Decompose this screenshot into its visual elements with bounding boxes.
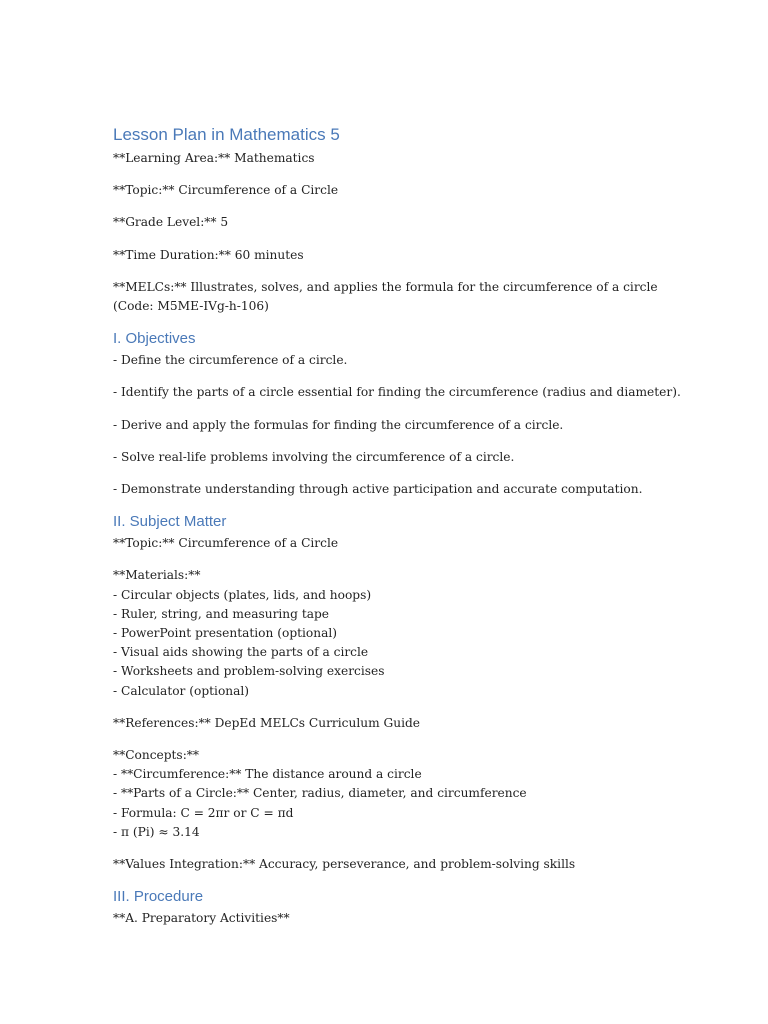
references-line: **References:** DepEd MELCs Curriculum Guide [113, 715, 421, 730]
material-item: - Circular objects (plates, lids, and hoops) [113, 587, 372, 602]
values-integration-line: **Values Integration:** Accuracy, perseverance, and problem-solving skills [113, 857, 576, 872]
materials-label: **Materials:** [113, 568, 201, 583]
topic-line: **Topic:** Circumference of a Circle [113, 183, 339, 198]
subject-matter-heading: II. Subject Matter [113, 513, 227, 531]
materials-block [113, 566, 733, 700]
concept-item: - π (Pi) ≈ 3.14 [113, 824, 200, 839]
objective-item: - Derive and apply the formulas for finding the circumference of a circle. [113, 417, 564, 432]
concepts-label: **Concepts:** [113, 748, 199, 763]
grade-level-line: **Grade Level:** 5 [113, 215, 229, 230]
procedure-heading: III. Procedure [113, 888, 204, 906]
concepts-block [113, 746, 733, 842]
concept-item: - Formula: C = 2πr or C = πd [113, 805, 294, 820]
material-item: - Visual aids showing the parts of a circle [113, 645, 369, 660]
concept-item: - **Circumference:** The distance around a circle [113, 767, 422, 782]
objective-item: - Identify the parts of a circle essential for finding the circumference (radius and diameter). [113, 385, 681, 400]
concept-item: - **Parts of a Circle:** Center, radius, diameter, and circumference [113, 786, 527, 801]
melcs-line-2: (Code: M5ME-IVg-h-106) [113, 299, 269, 314]
learning-area-line: **Learning Area:** Mathematics [113, 151, 315, 165]
melcs-line-1: **MELCs:** Illustrates, solves, and applies the formula for the circumference of a circle [113, 279, 658, 294]
subject-topic-line: **Topic:** Circumference of a Circle [113, 536, 339, 551]
material-item: - Calculator (optional) [113, 683, 250, 698]
document-title: Lesson Plan in Mathematics 5 [113, 125, 340, 144]
material-item: - Worksheets and problem-solving exercises [113, 664, 385, 679]
objective-item: - Demonstrate understanding through active participation and accurate computation. [113, 482, 643, 497]
objectives-heading: I. Objectives [113, 330, 196, 348]
time-duration-line: **Time Duration:** 60 minutes [113, 247, 304, 262]
preparatory-activities-line: **A. Preparatory Activities** [113, 911, 290, 926]
objective-item: - Define the circumference of a circle. [113, 353, 348, 368]
material-item: - PowerPoint presentation (optional) [113, 626, 338, 641]
melcs-paragraph [113, 278, 733, 316]
document-page [113, 124, 733, 941]
objective-item: - Solve real-life problems involving the circumference of a circle. [113, 449, 515, 464]
material-item: - Ruler, string, and measuring tape [113, 606, 329, 621]
